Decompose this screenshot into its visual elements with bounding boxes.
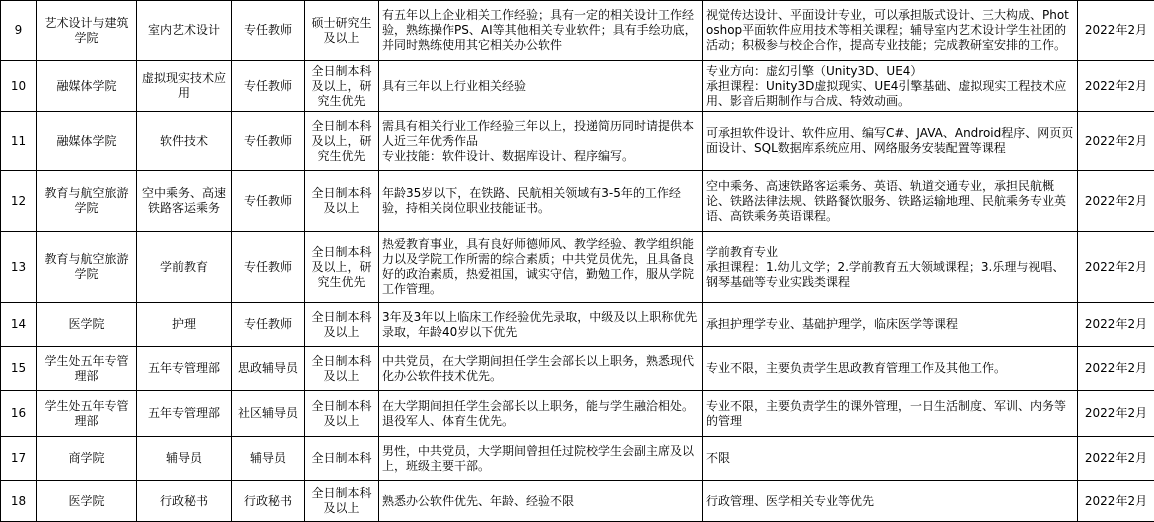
date-cell: 2022年2月	[1078, 232, 1154, 303]
row-number: 14	[1, 303, 37, 347]
row-number: 13	[1, 232, 37, 303]
college-cell: 艺术设计与建筑学院	[37, 1, 137, 61]
row-number: 17	[1, 437, 37, 481]
date-cell: 2022年2月	[1078, 1, 1154, 61]
table-row	[1, 112, 1154, 171]
education-cell: 全日制本科及以上	[305, 347, 379, 391]
duty-cell: 专业不限，主要负责学生的课外管理，一日生活制度、军训、内务等的管理	[703, 391, 1078, 437]
education-cell: 全日制本科及以上	[305, 171, 379, 232]
table-row	[1, 303, 1154, 347]
post-cell: 思政辅导员	[232, 347, 305, 391]
requirement-cell: 3年及3年以上临床工作经验优先录取，中级及以上职称优先录取，年龄40岁以下优先	[379, 303, 703, 347]
table-row	[1, 232, 1154, 303]
requirement-cell: 具有三年以上行业相关经验	[379, 61, 703, 112]
major-cell: 学前教育	[137, 232, 232, 303]
duty-cell: 空中乘务、高速铁路客运乘务、英语、轨道交通专业，承担民航概论、铁路法律法规、铁路餐饮服务、铁路运输地理、民航乘务专业英语、高铁乘务英语课程。	[703, 171, 1078, 232]
college-cell: 教育与航空旅游学院	[37, 171, 137, 232]
major-cell: 虚拟现实技术应用	[137, 61, 232, 112]
row-number: 16	[1, 391, 37, 437]
table-row	[1, 391, 1154, 437]
table-row	[1, 347, 1154, 391]
education-cell: 全日制本科及以上	[305, 303, 379, 347]
education-cell: 全日制本科及以上，研究生优先	[305, 112, 379, 171]
requirement-cell: 有五年以上企业相关工作经验；具有一定的相关设计工作经验，熟练操作PS、AI等其他相关专业软件；具有手绘功底，并同时熟练使用其它相关办公软件	[379, 1, 703, 61]
table-row	[1, 171, 1154, 232]
row-number: 11	[1, 112, 37, 171]
post-cell: 专任教师	[232, 171, 305, 232]
major-cell: 空中乘务、高速铁路客运乘务	[137, 171, 232, 232]
requirement-cell: 男性，中共党员，大学期间曾担任过院校学生会副主席及以上，班级主要干部。	[379, 437, 703, 481]
major-cell: 护理	[137, 303, 232, 347]
date-cell: 2022年2月	[1078, 171, 1154, 232]
post-cell: 行政秘书	[232, 481, 305, 522]
education-cell: 硕士研究生及以上	[305, 1, 379, 61]
requirement-cell: 热爱教育事业，具有良好师德师风、教学经验、教学组织能力以及学院工作所需的综合素质；中共党员优先，且具备良好的政治素质，热爱祖国，诚实守信，勤勉工作，服从学院工作管理。	[379, 232, 703, 303]
major-cell: 辅导员	[137, 437, 232, 481]
requirement-cell: 熟悉办公软件优先、年龄、经验不限	[379, 481, 703, 522]
duty-cell: 专业方向：虚幻引擎（Unity3D、UE4） 承担课程：Unity3D虚拟现实、UE4引擎基础、虚拟现实工程技术应用、影音后期制作与合成、特效动画。	[703, 61, 1078, 112]
college-cell: 融媒体学院	[37, 61, 137, 112]
duty-cell: 行政管理、医学相关专业等优先	[703, 481, 1078, 522]
requirement-cell: 在大学期间担任学生会部长以上职务，能与学生融洽相处。退役军人、体育生优先。	[379, 391, 703, 437]
row-number: 12	[1, 171, 37, 232]
requirement-cell: 需具有相关行业工作经验三年以上，投递简历同时请提供本人近三年优秀作品 专业技能：软件设计、数据库设计、程序编写。	[379, 112, 703, 171]
education-cell: 全日制本科	[305, 437, 379, 481]
table-row	[1, 1, 1154, 61]
date-cell: 2022年2月	[1078, 347, 1154, 391]
duty-cell: 不限	[703, 437, 1078, 481]
row-number: 9	[1, 1, 37, 61]
duty-cell: 学前教育专业 承担课程：1.幼儿文学；2.学前教育五大领域课程；3.乐理与视唱、钢琴基础等专业实践类课程	[703, 232, 1078, 303]
requirement-cell: 年龄35岁以下，在铁路、民航相关领域有3-5年的工作经验，持相关岗位职业技能证书。	[379, 171, 703, 232]
college-cell: 学生处五年专管理部	[37, 347, 137, 391]
post-cell: 社区辅导员	[232, 391, 305, 437]
major-cell: 室内艺术设计	[137, 1, 232, 61]
date-cell: 2022年2月	[1078, 437, 1154, 481]
college-cell: 融媒体学院	[37, 112, 137, 171]
row-number: 10	[1, 61, 37, 112]
duty-cell: 承担护理学专业、基础护理学，临床医学等课程	[703, 303, 1078, 347]
college-cell: 学生处五年专管理部	[37, 391, 137, 437]
post-cell: 专任教师	[232, 232, 305, 303]
post-cell: 辅导员	[232, 437, 305, 481]
major-cell: 行政秘书	[137, 481, 232, 522]
row-number: 18	[1, 481, 37, 522]
education-cell: 全日制本科及以上	[305, 481, 379, 522]
duty-cell: 视觉传达设计、平面设计专业，可以承担版式设计、三大构成、Photoshop平面软件应用技术等相关课程；辅导室内艺术设计学生社团的活动；积极参与校企合作，提高专业技能；完成教研室安排的工作。	[703, 1, 1078, 61]
duty-cell: 可承担软件设计、软件应用、编写C#、JAVA、Android程序、网页页面设计、SQL数据库系统应用、网络服务安装配置等课程	[703, 112, 1078, 171]
education-cell: 全日制本科及以上，研究生优先	[305, 61, 379, 112]
row-number: 15	[1, 347, 37, 391]
education-cell: 全日制本科及以上	[305, 391, 379, 437]
table-row	[1, 61, 1154, 112]
college-cell: 教育与航空旅游学院	[37, 232, 137, 303]
education-cell: 全日制本科及以上，研究生优先	[305, 232, 379, 303]
date-cell: 2022年2月	[1078, 391, 1154, 437]
college-cell: 医学院	[37, 481, 137, 522]
table-row	[1, 481, 1154, 522]
duty-cell: 专业不限，主要负责学生思政教育管理工作及其他工作。	[703, 347, 1078, 391]
post-cell: 专任教师	[232, 61, 305, 112]
post-cell: 专任教师	[232, 303, 305, 347]
major-cell: 软件技术	[137, 112, 232, 171]
post-cell: 专任教师	[232, 112, 305, 171]
date-cell: 2022年2月	[1078, 481, 1154, 522]
post-cell: 专任教师	[232, 1, 305, 61]
table-row	[1, 437, 1154, 481]
major-cell: 五年专管理部	[137, 391, 232, 437]
requirement-cell: 中共党员，在大学期间担任学生会部长以上职务，熟悉现代化办公软件技术优先。	[379, 347, 703, 391]
major-cell: 五年专管理部	[137, 347, 232, 391]
date-cell: 2022年2月	[1078, 112, 1154, 171]
date-cell: 2022年2月	[1078, 303, 1154, 347]
college-cell: 商学院	[37, 437, 137, 481]
college-cell: 医学院	[37, 303, 137, 347]
date-cell: 2022年2月	[1078, 61, 1154, 112]
